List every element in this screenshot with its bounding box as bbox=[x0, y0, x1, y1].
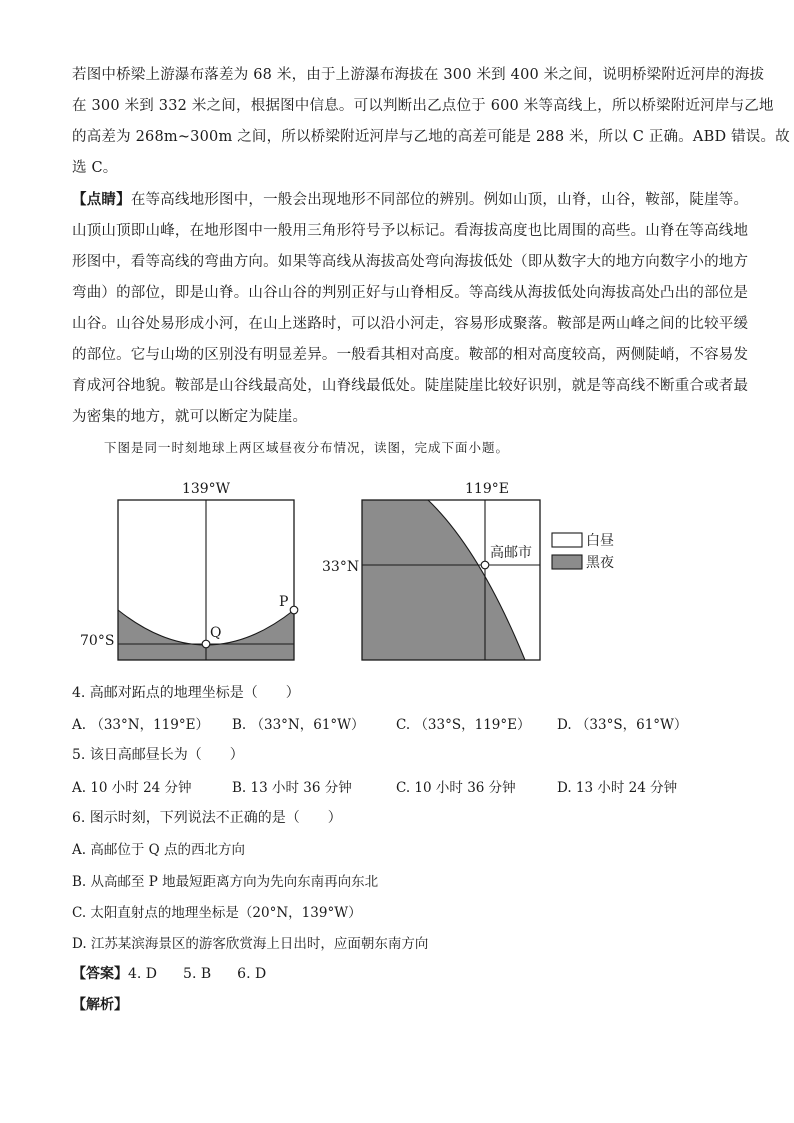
explanation-line: 的高差为 268m~300m 之间，所以桥梁附近河岸与乙地的高差可能是 288 米，所以 C 正确。ABD 错误。故 bbox=[72, 129, 790, 145]
analysis-tag: 【解析】 bbox=[72, 997, 128, 1013]
question-4-stem: 4. 高邮对跖点的地理坐标是（ ） bbox=[72, 685, 300, 701]
explanation-line: 在 300 米到 332 米之间，根据图中信息。可以判断出乙点位于 600 米等高线上，所以桥梁附近河岸与乙地 bbox=[72, 98, 774, 114]
question-5-option-c: C. 10 小时 36 分钟 bbox=[396, 780, 516, 796]
right-diagram bbox=[322, 481, 540, 660]
dianjing-line: 弯曲）的部位，即是山脊。山谷山谷的判别正好与山脊相反。等高线从海拔低处向海拔高处凸出的部位是 bbox=[72, 285, 749, 301]
question-5-option-b: B. 13 小时 36 分钟 bbox=[232, 780, 352, 796]
question-6-option-a: A. 高邮位于 Q 点的西北方向 bbox=[72, 842, 245, 858]
legend-day-label: 白昼 bbox=[586, 533, 614, 549]
answer-item: 4. D bbox=[128, 966, 158, 982]
answer-line bbox=[72, 963, 266, 983]
left-diagram bbox=[80, 481, 298, 660]
explanation-line: 若图中桥梁上游瀑布落差为 68 米，由于上游瀑布海拔在 300 米到 400 米之间，说明桥梁附近河岸的海拔 bbox=[72, 67, 765, 83]
question-6-option-d: D. 江苏某滨海景区的游客欣赏海上日出时，应面朝东南方向 bbox=[72, 936, 429, 952]
right-night-area bbox=[362, 500, 525, 660]
point-p-label: P bbox=[279, 594, 289, 610]
dianjing-line: 山顶山顶即山峰，在地形图中一般用三角形符号予以标记。看海拔高度也比周围的高些。山脊在等高线地 bbox=[72, 223, 749, 239]
legend-night-label: 黑夜 bbox=[586, 555, 614, 571]
right-side-label: 33°N bbox=[322, 559, 360, 575]
answer-item: 5. B bbox=[183, 966, 212, 982]
day-night-figure bbox=[0, 470, 794, 680]
legend-day-swatch bbox=[552, 533, 582, 547]
figure-intro: 下图是同一时刻地球上两区域昼夜分布情况，读图，完成下面小题。 bbox=[104, 440, 510, 455]
question-5-option-d: D. 13 小时 24 分钟 bbox=[557, 780, 678, 796]
point-q-marker bbox=[202, 640, 210, 648]
right-top-label: 119°E bbox=[465, 481, 509, 497]
point-q-label: Q bbox=[210, 625, 222, 641]
legend-night-swatch bbox=[552, 555, 582, 569]
gaoyou-label: 高邮市 bbox=[490, 545, 532, 561]
question-4-option-d: D. （33°S，61°W） bbox=[557, 717, 688, 733]
dianjing-text: 在等高线地形图中，一般会出现地形不同部位的辨别。例如山顶，山脊，山谷，鞍部，陡崖等。 bbox=[130, 192, 749, 208]
question-5-stem: 5. 该日高邮昼长为（ ） bbox=[72, 747, 244, 763]
question-6-stem: 6. 图示时刻，下列说法不正确的是（ ） bbox=[72, 810, 342, 826]
question-6-option-c: C. 太阳直射点的地理坐标是（20°N，139°W） bbox=[72, 905, 362, 921]
answer-tag: 【答案】 bbox=[72, 966, 128, 982]
dianjing-line: 育成河谷地貌。鞍部是山谷线最高处，山脊线最低处。陡崖陡崖比较好识别，就是等高线不断重合或者最 bbox=[72, 378, 749, 394]
question-5-option-a: A. 10 小时 24 分钟 bbox=[72, 780, 192, 796]
left-top-label: 139°W bbox=[181, 481, 231, 497]
question-6-option-b: B. 从高邮至 P 地最短距离方向为先向东南再向东北 bbox=[72, 874, 379, 890]
point-p-marker bbox=[290, 606, 298, 614]
dianjing-line: 为密集的地方，就可以断定为陡崖。 bbox=[72, 409, 308, 425]
dianjing-line: 形图中，看等高线的弯曲方向。如果等高线从海拔高处弯向海拔低处（即从数字大的地方向数字小的地方 bbox=[72, 254, 749, 270]
dianjing-paragraph bbox=[72, 184, 749, 433]
left-side-label: 70°S bbox=[80, 633, 115, 649]
gaoyou-marker bbox=[481, 561, 489, 569]
dianjing-tag: 【点睛】 bbox=[72, 191, 131, 208]
explanation-paragraph bbox=[72, 60, 790, 184]
explanation-line: 选 C。 bbox=[72, 160, 118, 176]
dianjing-first-line bbox=[72, 184, 749, 216]
question-4-option-c: C. （33°S，119°E） bbox=[396, 717, 531, 733]
question-4-option-b: B. （33°N，61°W） bbox=[232, 717, 365, 733]
question-4-option-a: A. （33°N，119°E） bbox=[72, 717, 209, 733]
answer-item: 6. D bbox=[237, 966, 267, 982]
dianjing-line: 山谷。山谷处易形成小河，在山上迷路时，可以沿小河走，容易形成聚落。鞍部是两山峰之间的比较平缓 bbox=[72, 316, 749, 332]
legend bbox=[552, 533, 614, 571]
dianjing-line: 的部位。它与山坳的区别没有明显差异。一般看其相对高度。鞍部的相对高度较高，两侧陡峭，不容易发 bbox=[72, 347, 749, 363]
